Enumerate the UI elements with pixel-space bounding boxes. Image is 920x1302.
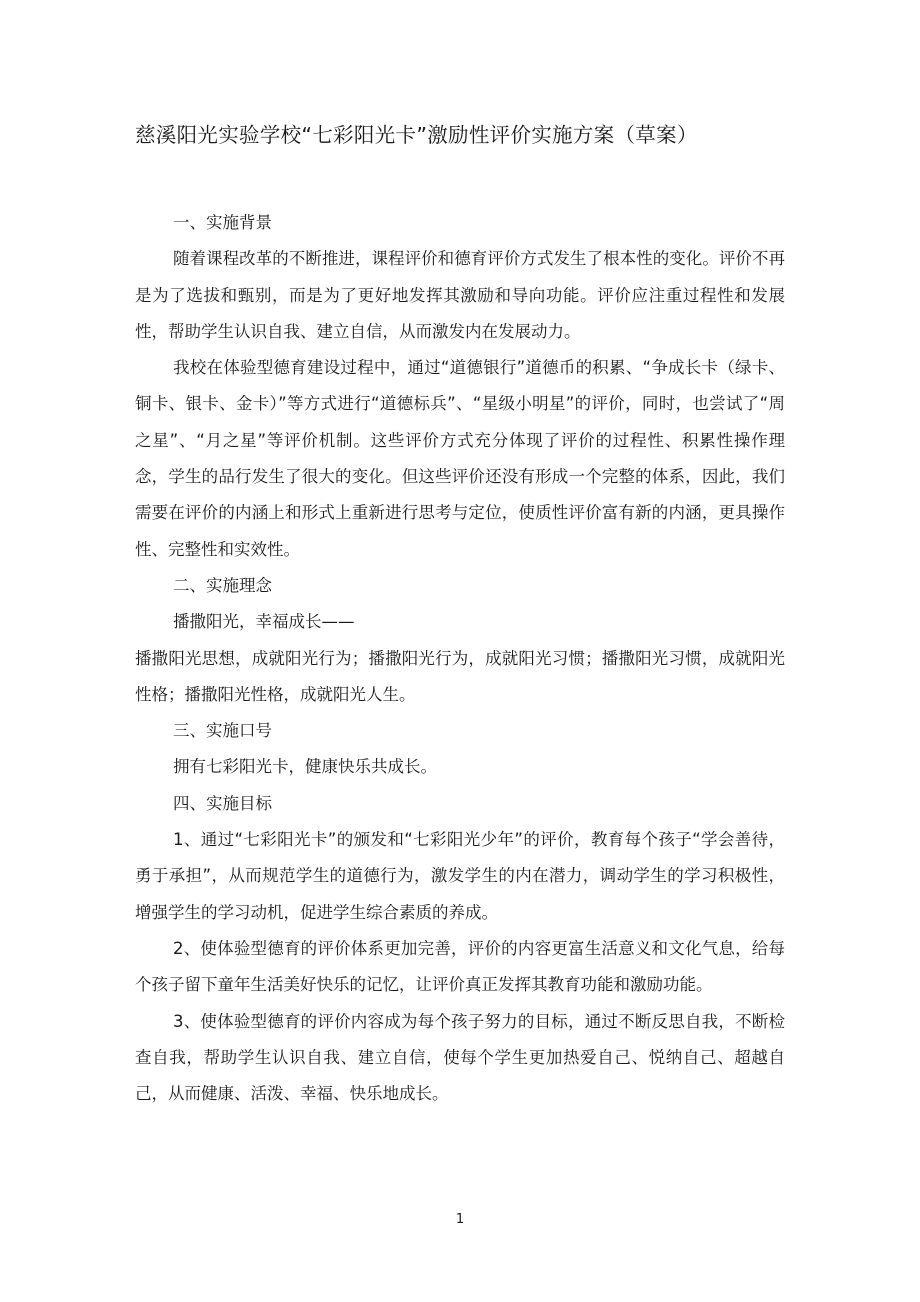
- paragraph: 播撒阳光思想，成就阳光行为；播撒阳光行为，成就阳光习惯；播撒阳光习惯，成就阳光性格；播撒阳光性格，成就阳光人生。: [135, 648, 785, 704]
- section-heading-slogan: 三、实施口号: [173, 721, 272, 741]
- section-heading-background: 一、实施背景: [173, 213, 272, 232]
- paragraph: 随着课程改革的不断推进，课程评价和德育评价方式发生了根本性的变化。评价不再是为了选拔和甄别，而是为了更好地发挥其激励和导向功能。评价应注重过程性和发展性，帮助学生认识自我、建立自信，从而激发内在发展动力。: [135, 249, 785, 341]
- document-title: 慈溪阳光实验学校“七彩阳光卡”激励性评价实施方案（草案）: [135, 123, 698, 147]
- paragraph: 我校在体验型德育建设过程中，通过“道德银行”道德币的积累、“争成长卡（绿卡、铜卡、银卡、金卡）”等方式进行“道德标兵”、“星级小明星”的评价，同时，也尝试了“周之星”、“月之星”等评价机制。这些评价方式充分体现了评价的过程性、积累性操作理念，学生的品行发生了很大的变化。但这些评价还没有形成一个完整的体系，因此，我们需要在评价的内涵上和形式上重新进行思考与定位，使质性评价富有新的内涵，更具操作性、完整性和实效性。: [135, 358, 785, 559]
- paragraph: 拥有七彩阳光卡，健康快乐共成长。: [173, 757, 437, 777]
- section-heading-concept: 二、实施理念: [173, 575, 272, 595]
- page-number: 1: [455, 1212, 465, 1227]
- document-body: [135, 205, 785, 1112]
- paragraph: 播撒阳光，幸福成长——: [173, 612, 355, 632]
- list-item: 2、使体验型德育的评价体系更加完善，评价的内容更富生活意义和文化气息，给每个孩子留下童年生活美好快乐的记忆，让评价真正发挥其教育功能和激励功能。: [135, 938, 785, 995]
- list-item: 3、使体验型德育的评价内容成为每个孩子努力的目标，通过不断反思自我，不断检查自我，帮助学生认识自我、建立自信，使每个学生更加热爱自己、悦纳自己、超越自己，从而健康、活泼、幸福、快乐地成长。: [135, 1011, 785, 1104]
- list-item: 1、通过“七彩阳光卡”的颁发和“七彩阳光少年”的评价，教育每个孩子“学会善待，勇于承担”，从而规范学生的道德行为，激发学生的内在潜力，调动学生的学习积极性，增强学生的学习动机，促进学生综合素质的养成。: [135, 830, 785, 922]
- section-heading-goals: 四、实施目标: [173, 793, 272, 813]
